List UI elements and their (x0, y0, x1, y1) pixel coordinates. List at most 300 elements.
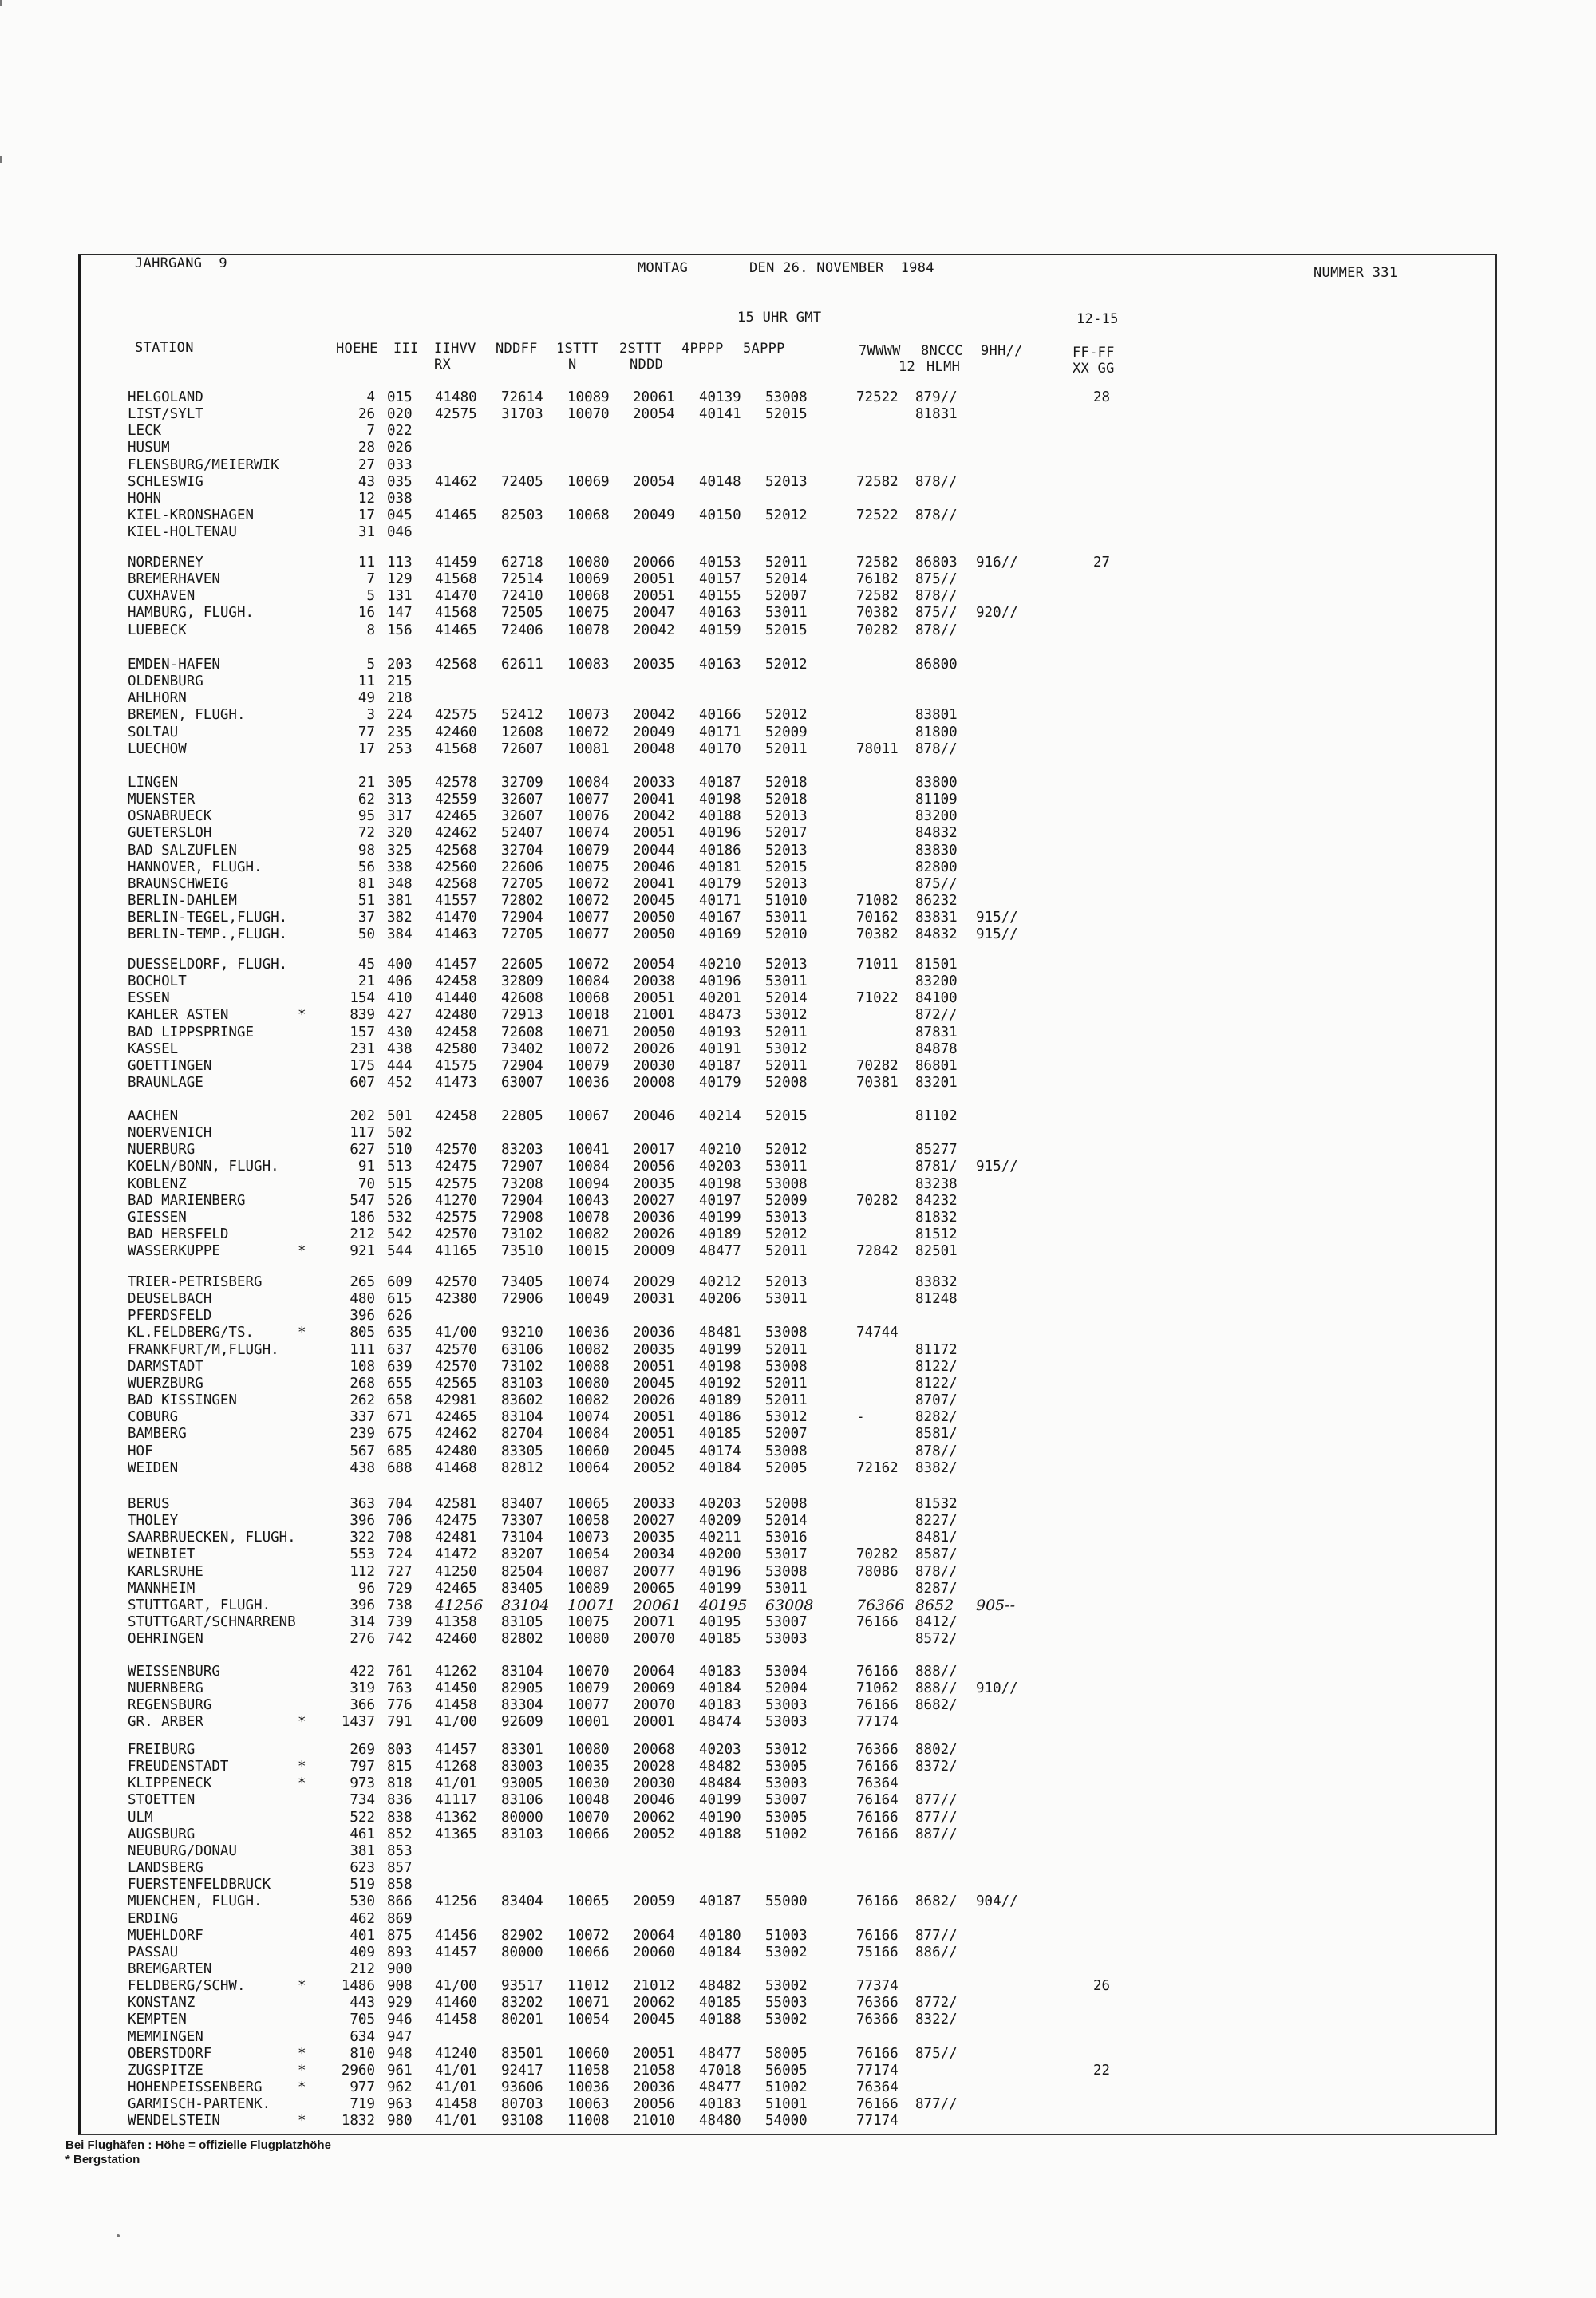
synop-group: 20045 (633, 893, 675, 909)
cloud-group: 84832 (915, 926, 958, 942)
synop-group: 10080 (567, 1742, 610, 1758)
cloud-group: 886// (915, 1945, 958, 1960)
synop-group: 10043 (567, 1193, 610, 1209)
weather-group: 76364 (856, 2079, 899, 2095)
station-name: AHLHORN (128, 690, 187, 706)
synop-group: 52011 (765, 1243, 808, 1259)
cloud-group: 8781/ (915, 1159, 958, 1175)
elevation: 396 (350, 1513, 375, 1529)
synop-group: 48484 (699, 1775, 741, 1791)
synop-group: 20036 (633, 2079, 675, 2095)
synop-group: 10079 (567, 1058, 610, 1074)
station-index: 639 (387, 1359, 413, 1375)
elevation: 480 (350, 1291, 375, 1307)
elevation: 239 (350, 1426, 375, 1442)
synop-group: 40159 (699, 622, 741, 638)
elevation: 26 (358, 406, 375, 422)
elevation: 12 (358, 491, 375, 507)
station-name: OSNABRUECK (128, 808, 212, 824)
cloud-group: 8707/ (915, 1392, 958, 1408)
elevation: 810 (350, 2046, 375, 2062)
cloud-group: 83832 (915, 1274, 958, 1290)
elevation: 231 (350, 1041, 375, 1057)
station-index: 156 (387, 622, 413, 638)
synop-group: 20061 (633, 1597, 681, 1614)
synop-group: 40209 (699, 1513, 741, 1529)
station-index: 900 (387, 1961, 413, 1977)
synop-group: 53012 (765, 1041, 808, 1057)
elevation: 27 (358, 457, 375, 473)
cloud-group: 887// (915, 1826, 958, 1842)
elevation: 719 (350, 2096, 375, 2112)
synop-group: 41117 (435, 1792, 477, 1808)
cloud-group: 8587/ (915, 1546, 958, 1562)
synop-group: 55003 (765, 1995, 808, 2011)
col-1sttt: 1STTT (556, 341, 598, 357)
synop-group: 20064 (633, 1928, 675, 1944)
cloud-group: 878// (915, 507, 958, 523)
synop-group: 56005 (765, 2063, 808, 2079)
synop-group: 82802 (501, 1631, 543, 1647)
synop-group: 41457 (435, 957, 477, 973)
synop-group: 40163 (699, 605, 741, 621)
synop-group: 40196 (699, 973, 741, 989)
synop-group: 12608 (501, 725, 543, 740)
elevation: 212 (350, 1961, 375, 1977)
synop-group: 42575 (435, 406, 477, 422)
station-index: 406 (387, 973, 413, 989)
synop-group: 21010 (633, 2113, 675, 2129)
elevation: 70 (358, 1176, 375, 1192)
synop-group: 20051 (633, 588, 675, 604)
elevation: 21 (358, 973, 375, 989)
cloud-group: 85277 (915, 1142, 958, 1158)
station-index: 438 (387, 1041, 413, 1057)
synop-group: 40187 (699, 775, 741, 791)
weather-group: 70282 (856, 1193, 899, 1209)
elevation: 276 (350, 1631, 375, 1647)
synop-group: 40185 (699, 1995, 741, 2011)
synop-group: 52014 (765, 990, 808, 1006)
synop-group: 10081 (567, 741, 610, 757)
synop-group: 20030 (633, 1058, 675, 1074)
elevation: 202 (350, 1108, 375, 1124)
scan-speck (0, 0, 2, 6)
synop-group: 48477 (699, 2046, 741, 2062)
station-name: BERLIN-TEGEL,FLUGH. (128, 910, 288, 926)
station-name: BAD HERSFELD (128, 1226, 229, 1242)
elevation: 1832 (341, 2113, 375, 2129)
col-8nccc: 8NCCC (921, 343, 963, 359)
synop-group: 10075 (567, 1614, 610, 1630)
synop-group: 40198 (699, 1359, 741, 1375)
synop-group: 93108 (501, 2113, 543, 2129)
synop-group: 40200 (699, 1546, 741, 1562)
synop-group: 42570 (435, 1342, 477, 1358)
station-name: THOLEY (128, 1513, 179, 1529)
mountain-marker: * (298, 1978, 306, 1994)
elevation: 1486 (341, 1978, 375, 1994)
synop-group: 52013 (765, 876, 808, 892)
synop-group: 20051 (633, 1359, 675, 1375)
station-index: 320 (387, 825, 413, 841)
elevation: 530 (350, 1893, 375, 1909)
synop-group: 10075 (567, 859, 610, 875)
station-name: FREIBURG (128, 1742, 196, 1758)
synop-group: 40166 (699, 707, 741, 723)
col-iihvv-sub: RX (434, 357, 452, 373)
synop-group: 73104 (501, 1530, 543, 1546)
synop-group: 40155 (699, 588, 741, 604)
cloud-group: 83800 (915, 775, 958, 791)
synop-group: 40150 (699, 507, 741, 523)
synop-group: 92609 (501, 1714, 543, 1730)
elevation: 396 (350, 1308, 375, 1324)
cloud-group: 84100 (915, 990, 958, 1006)
synop-group: 10066 (567, 1945, 610, 1960)
synop-group: 40157 (699, 571, 741, 587)
elevation: 381 (350, 1843, 375, 1859)
synop-group: 52015 (765, 406, 808, 422)
cloud-group: 8282/ (915, 1409, 958, 1425)
synop-group: 40163 (699, 657, 741, 673)
cloud-group: 81102 (915, 1108, 958, 1124)
weather-group: 70382 (856, 926, 899, 942)
synop-group: 53003 (765, 1631, 808, 1647)
synop-group: 40199 (699, 1210, 741, 1226)
synop-group: 41/01 (435, 2113, 477, 2129)
synop-group: 52013 (765, 1274, 808, 1290)
synop-group: 10036 (567, 2079, 610, 2095)
synop-group: 41362 (435, 1810, 477, 1826)
cloud-group: 878// (915, 474, 958, 490)
col-7wwww-sub: 12 (899, 359, 916, 375)
cloud-group: 8372/ (915, 1759, 958, 1775)
station-index: 515 (387, 1176, 413, 1192)
synop-group: 10015 (567, 1243, 610, 1259)
synop-group: 20042 (633, 808, 675, 824)
synop-group: 20077 (633, 1564, 675, 1580)
synop-group: 10068 (567, 507, 610, 523)
col-iii: III (393, 341, 419, 357)
elevation: 337 (350, 1409, 375, 1425)
synop-group: 10075 (567, 605, 610, 621)
station-name: LINGEN (128, 775, 179, 791)
weather-group: 76366 (856, 1995, 899, 2011)
synop-group: 10082 (567, 1226, 610, 1242)
synop-group: 48477 (699, 1243, 741, 1259)
elevation: 2960 (341, 2063, 375, 2079)
synop-group: 40169 (699, 926, 741, 942)
synop-group: 42480 (435, 1007, 477, 1023)
synop-group: 40184 (699, 1680, 741, 1696)
synop-group: 20064 (633, 1664, 675, 1680)
synop-group: 40199 (699, 1581, 741, 1597)
station-name: BAD MARIENBERG (128, 1193, 246, 1209)
synop-group: 40141 (699, 406, 741, 422)
station-name: REGENSBURG (128, 1697, 212, 1713)
station-index: 637 (387, 1342, 413, 1358)
station-index: 858 (387, 1877, 413, 1893)
synop-group: 42458 (435, 1025, 477, 1040)
synop-group: 93517 (501, 1978, 543, 1994)
station-index: 853 (387, 1843, 413, 1859)
station-name: BREMGARTEN (128, 1961, 212, 1977)
synop-group: 42608 (501, 990, 543, 1006)
synop-group: 52407 (501, 825, 543, 841)
synop-group: 40153 (699, 555, 741, 571)
synop-group: 41462 (435, 474, 477, 490)
height-group: 915// (976, 1159, 1018, 1175)
elevation: 212 (350, 1226, 375, 1242)
synop-group: 40185 (699, 1426, 741, 1442)
station-name: WUERZBURG (128, 1376, 203, 1392)
cloud-group: 877// (915, 1792, 958, 1808)
synop-group: 20044 (633, 843, 675, 859)
station-name: HELGOLAND (128, 389, 203, 405)
synop-group: 72904 (501, 1058, 543, 1074)
synop-group: 20034 (633, 1546, 675, 1562)
synop-group: 40201 (699, 990, 741, 1006)
synop-group: 52009 (765, 725, 808, 740)
synop-group: 10088 (567, 1359, 610, 1375)
station-name: GR. ARBER (128, 1714, 203, 1730)
synop-group: 10076 (567, 808, 610, 824)
synop-group: 42475 (435, 1513, 477, 1529)
weather-group: 76166 (856, 1614, 899, 1630)
station-index: 215 (387, 673, 413, 689)
height-group: 915// (976, 926, 1018, 942)
weather-group: 76164 (856, 1792, 899, 1808)
elevation: 95 (358, 808, 375, 824)
elevation: 3 (366, 707, 375, 723)
synop-group: 52008 (765, 1496, 808, 1512)
station-name: KL.FELDBERG/TS. (128, 1325, 255, 1340)
col-5appp: 5APPP (743, 341, 785, 357)
synop-group: 80000 (501, 1945, 543, 1960)
elevation: 50 (358, 926, 375, 942)
synop-group: 10083 (567, 657, 610, 673)
station-index: 946 (387, 2012, 413, 2028)
elevation: 21 (358, 775, 375, 791)
synop-group: 20071 (633, 1614, 675, 1630)
synop-group: 52011 (765, 1058, 808, 1074)
synop-group: 41/00 (435, 1714, 477, 1730)
synop-group: 41256 (435, 1597, 484, 1614)
synop-group: 41270 (435, 1193, 477, 1209)
cloud-group: 878// (915, 622, 958, 638)
elevation: 409 (350, 1945, 375, 1960)
station-name: AACHEN (128, 1108, 179, 1124)
synop-group: 42458 (435, 1108, 477, 1124)
synop-group: 40170 (699, 741, 741, 757)
elevation: 519 (350, 1877, 375, 1893)
station-name: MEMMINGEN (128, 2029, 203, 2045)
cloud-group: 875// (915, 876, 958, 892)
synop-group: 40179 (699, 1075, 741, 1091)
synop-group: 41240 (435, 2046, 477, 2062)
elevation: 5 (366, 657, 375, 673)
elevation: 43 (358, 474, 375, 490)
station-name: WENDELSTEIN (128, 2113, 220, 2129)
synop-group: 10048 (567, 1792, 610, 1808)
synop-group: 42465 (435, 1581, 477, 1597)
synop-group: 53008 (765, 1325, 808, 1340)
station-index: 410 (387, 990, 413, 1006)
synop-group: 52017 (765, 825, 808, 841)
station-index: 635 (387, 1325, 413, 1340)
synop-group: 20042 (633, 707, 675, 723)
synop-group: 53005 (765, 1759, 808, 1775)
synop-group: 53005 (765, 1810, 808, 1826)
synop-group: 53011 (765, 605, 808, 621)
synop-group: 48482 (699, 1759, 741, 1775)
synop-group: 52011 (765, 741, 808, 757)
synop-group: 40180 (699, 1928, 741, 1944)
elevation: 396 (350, 1597, 375, 1613)
cloud-group: 81109 (915, 792, 958, 807)
synop-group: 42460 (435, 1631, 477, 1647)
elevation: 734 (350, 1792, 375, 1808)
synop-group: 20051 (633, 990, 675, 1006)
elevation: 443 (350, 1995, 375, 2011)
elevation: 157 (350, 1025, 375, 1040)
synop-group: 52011 (765, 1025, 808, 1040)
synop-group: 52010 (765, 926, 808, 942)
station-name: KOBLENZ (128, 1176, 187, 1192)
synop-group: 40187 (699, 1893, 741, 1909)
synop-group: 10030 (567, 1775, 610, 1791)
station-index: 980 (387, 2113, 413, 2129)
synop-group: 42465 (435, 1409, 477, 1425)
synop-group: 53012 (765, 1409, 808, 1425)
synop-group: 40179 (699, 876, 741, 892)
station-index: 739 (387, 1614, 413, 1630)
synop-group: 20066 (633, 555, 675, 571)
elevation: 973 (350, 1775, 375, 1791)
synop-group: 93005 (501, 1775, 543, 1791)
station-name: ERDING (128, 1911, 179, 1927)
synop-group: 63008 (765, 1597, 814, 1614)
scan-speck (117, 2234, 120, 2237)
synop-group: 10084 (567, 775, 610, 791)
synop-group: 53011 (765, 1159, 808, 1175)
synop-group: 82503 (501, 507, 543, 523)
synop-group: 53003 (765, 1697, 808, 1713)
station-name: HOHN (128, 491, 162, 507)
station-index: 325 (387, 843, 413, 859)
synop-group: 20035 (633, 1530, 675, 1546)
synop-group: 10077 (567, 792, 610, 807)
elevation: 11 (358, 555, 375, 571)
synop-group: 20029 (633, 1274, 675, 1290)
synop-group: 53003 (765, 1775, 808, 1791)
station-name: KLIPPENECK (128, 1775, 212, 1791)
weather-group: 70381 (856, 1075, 899, 1091)
weather-group: - (856, 1409, 865, 1425)
synop-group: 42981 (435, 1392, 477, 1408)
elevation: 17 (358, 741, 375, 757)
synop-group: 20054 (633, 474, 675, 490)
synop-group: 10001 (567, 1714, 610, 1730)
synop-group: 10070 (567, 1810, 610, 1826)
cloud-group: 8682/ (915, 1697, 958, 1713)
synop-group: 42578 (435, 775, 477, 791)
synop-group: 20070 (633, 1631, 675, 1647)
synop-group: 40198 (699, 792, 741, 807)
station-index: 776 (387, 1697, 413, 1713)
synop-group: 10068 (567, 990, 610, 1006)
station-name: LUEBECK (128, 622, 187, 638)
synop-group: 82704 (501, 1426, 543, 1442)
cloud-group: 878// (915, 588, 958, 604)
weather-group: 76166 (856, 1893, 899, 1909)
synop-group: 62718 (501, 555, 543, 571)
synop-group: 83203 (501, 1142, 543, 1158)
cloud-group: 888// (915, 1664, 958, 1680)
synop-group: 83501 (501, 2046, 543, 2062)
cloud-group: 83831 (915, 910, 958, 926)
synop-group: 20048 (633, 741, 675, 757)
elevation: 401 (350, 1928, 375, 1944)
station-index: 033 (387, 457, 413, 473)
synop-group: 53012 (765, 1742, 808, 1758)
col-9hh: 9HH// (981, 343, 1023, 359)
synop-group: 20001 (633, 1714, 675, 1730)
station-index: 430 (387, 1025, 413, 1040)
station-name: KARLSRUHE (128, 1564, 203, 1580)
synop-group: 10079 (567, 843, 610, 859)
station-index: 836 (387, 1792, 413, 1808)
synop-group: 10089 (567, 389, 610, 405)
weather-group: 76364 (856, 1775, 899, 1791)
synop-group: 41472 (435, 1546, 477, 1562)
synop-group: 40191 (699, 1041, 741, 1057)
synop-group: 41557 (435, 893, 477, 909)
synop-group: 42575 (435, 1176, 477, 1192)
footnote-airports: Bei Flughäfen : Höhe = offizielle Flugplatzhöhe (65, 2138, 331, 2152)
synop-group: 72406 (501, 622, 543, 638)
cloud-group: 81172 (915, 1342, 958, 1358)
synop-group: 40188 (699, 2012, 741, 2028)
gust-value: 26 (1093, 1978, 1111, 1994)
weather-group: 77374 (856, 1978, 899, 1994)
elevation: 16 (358, 605, 375, 621)
station-name: DEUSELBACH (128, 1291, 212, 1307)
synop-group: 53011 (765, 1291, 808, 1307)
cloud-group: 8382/ (915, 1460, 958, 1476)
weather-group: 76166 (856, 1810, 899, 1826)
synop-group: 20036 (633, 1325, 675, 1340)
weather-group: 77174 (856, 2113, 899, 2129)
synop-group: 20049 (633, 725, 675, 740)
station-index: 852 (387, 1826, 413, 1842)
cloud-group: 877// (915, 1810, 958, 1826)
station-name: DARMSTADT (128, 1359, 203, 1375)
elevation: 422 (350, 1664, 375, 1680)
station-index: 015 (387, 389, 413, 405)
station-name: OBERSTDORF (128, 2046, 212, 2062)
synop-group: 20030 (633, 1775, 675, 1791)
synop-group: 10078 (567, 622, 610, 638)
synop-group: 40183 (699, 1664, 741, 1680)
mountain-marker: * (298, 1243, 306, 1259)
cloud-group: 84232 (915, 1193, 958, 1209)
synop-group: 41/00 (435, 1325, 477, 1340)
station-index: 224 (387, 707, 413, 723)
synop-group: 40214 (699, 1108, 741, 1124)
cloud-group: 81800 (915, 725, 958, 740)
